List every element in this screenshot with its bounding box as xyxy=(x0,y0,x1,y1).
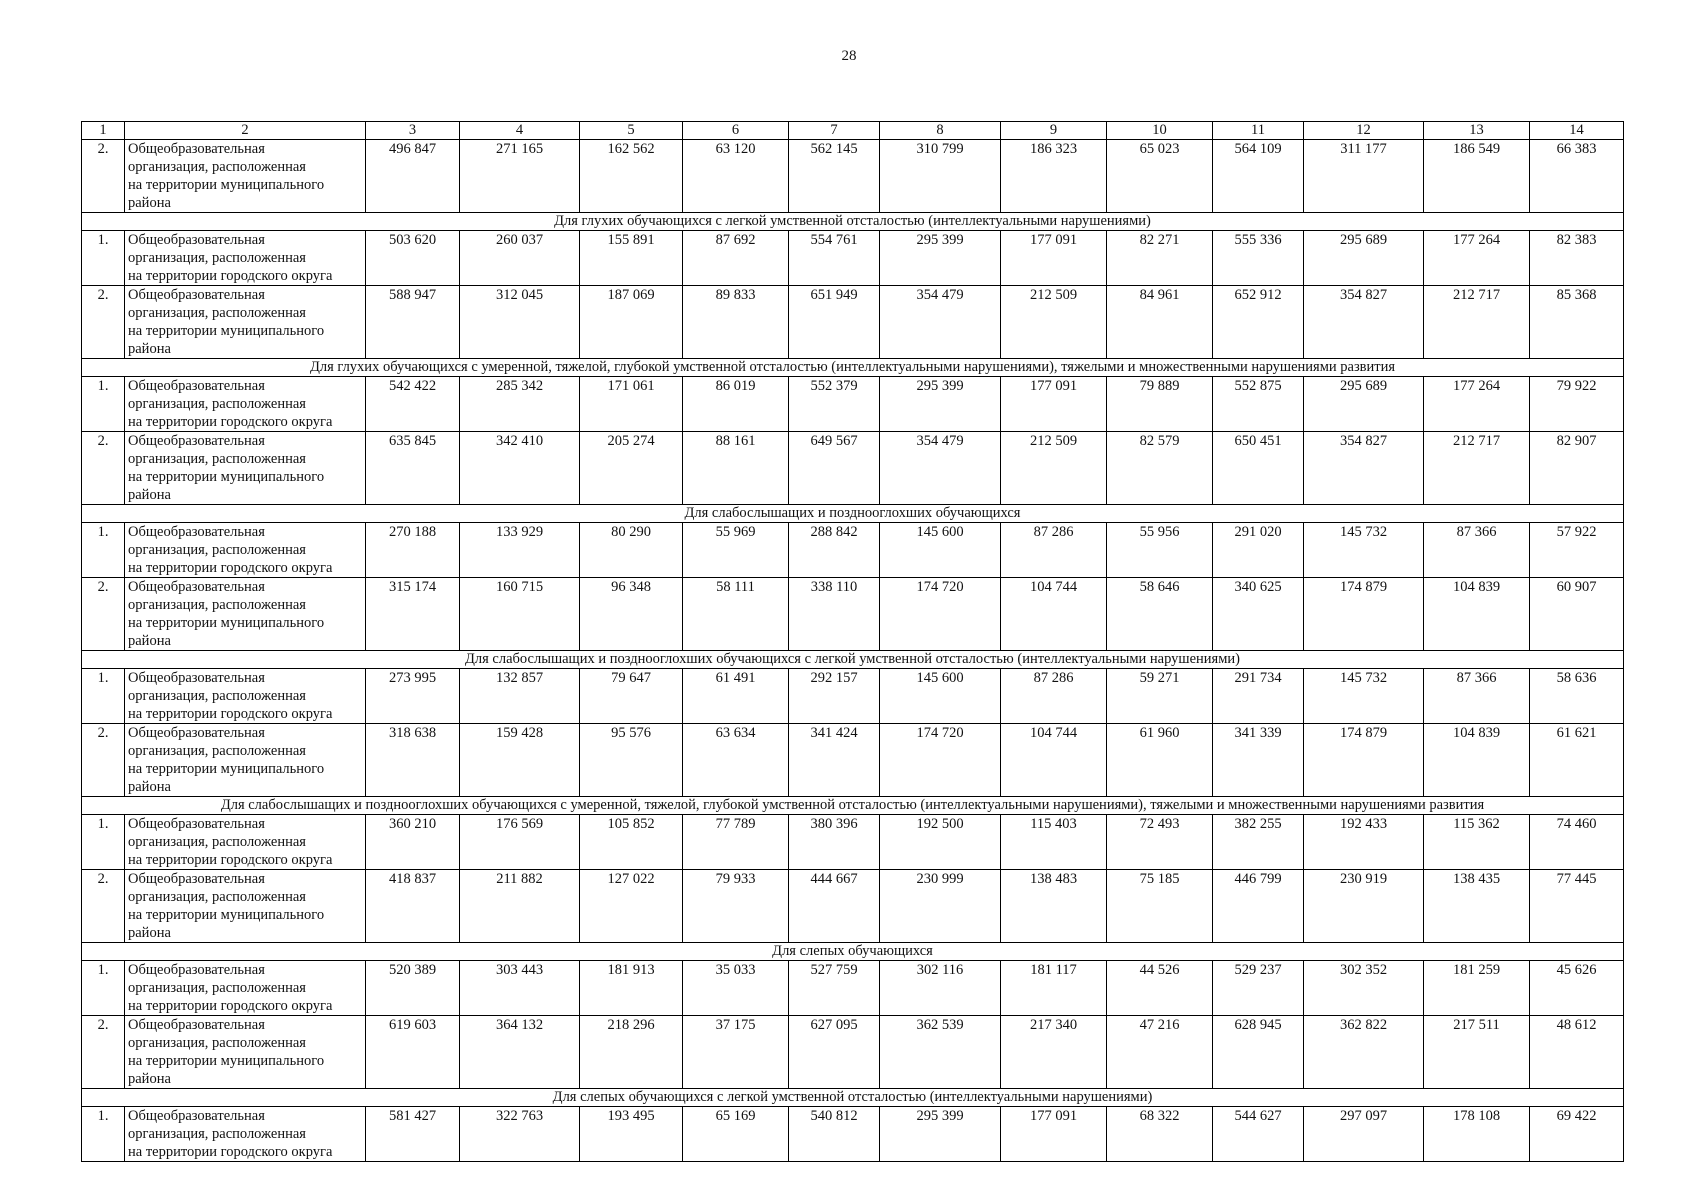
value-cell: 364 132 xyxy=(460,1016,580,1089)
row-number-cell: 1. xyxy=(82,1107,125,1162)
column-number-cell: 7 xyxy=(789,122,880,140)
value-cell: 88 161 xyxy=(683,432,789,505)
value-cell: 72 493 xyxy=(1107,815,1213,870)
org-name-line: района xyxy=(128,341,171,357)
column-number-cell: 1 xyxy=(82,122,125,140)
value-cell: 104 744 xyxy=(1001,724,1107,797)
value-cell: 212 717 xyxy=(1424,286,1530,359)
value-cell: 174 720 xyxy=(880,578,1001,651)
value-cell: 160 715 xyxy=(460,578,580,651)
table-row xyxy=(82,140,1624,213)
value-cell: 295 399 xyxy=(880,231,1001,286)
section-header-row xyxy=(82,1089,1624,1107)
cost-table xyxy=(81,121,1624,1162)
org-name-cell xyxy=(125,1016,366,1089)
org-name-line: Общеобразовательная xyxy=(128,433,265,449)
section-header-row xyxy=(82,213,1624,231)
value-cell: 74 460 xyxy=(1530,815,1624,870)
table-row xyxy=(82,1107,1624,1162)
org-name-line: организация, расположенная xyxy=(128,305,306,321)
row-number-cell: 1. xyxy=(82,523,125,578)
value-cell: 58 646 xyxy=(1107,578,1213,651)
value-cell: 382 255 xyxy=(1213,815,1304,870)
org-name-line: района xyxy=(128,633,171,649)
value-cell: 104 839 xyxy=(1424,724,1530,797)
table-row xyxy=(82,523,1624,578)
value-cell: 310 799 xyxy=(880,140,1001,213)
value-cell: 354 479 xyxy=(880,432,1001,505)
column-number-cell: 6 xyxy=(683,122,789,140)
value-cell: 65 023 xyxy=(1107,140,1213,213)
org-name-line: организация, расположенная xyxy=(128,396,306,412)
value-cell: 95 576 xyxy=(580,724,683,797)
org-name-cell xyxy=(125,377,366,432)
value-cell: 79 922 xyxy=(1530,377,1624,432)
column-number-cell: 4 xyxy=(460,122,580,140)
row-number-cell: 2. xyxy=(82,870,125,943)
column-number-cell: 5 xyxy=(580,122,683,140)
value-cell: 82 579 xyxy=(1107,432,1213,505)
value-cell: 48 612 xyxy=(1530,1016,1624,1089)
row-number-cell: 1. xyxy=(82,377,125,432)
value-cell: 66 383 xyxy=(1530,140,1624,213)
org-name-line: Общеобразовательная xyxy=(128,141,265,157)
org-name-line: на территории муниципального xyxy=(128,615,325,631)
value-cell: 127 022 xyxy=(580,870,683,943)
org-name-line: организация, расположенная xyxy=(128,834,306,850)
org-name-line: организация, расположенная xyxy=(128,1126,306,1142)
value-cell: 58 636 xyxy=(1530,669,1624,724)
org-name-cell xyxy=(125,432,366,505)
value-cell: 69 422 xyxy=(1530,1107,1624,1162)
value-cell: 635 845 xyxy=(366,432,460,505)
org-name-cell xyxy=(125,523,366,578)
row-number-cell: 1. xyxy=(82,231,125,286)
value-cell: 297 097 xyxy=(1304,1107,1424,1162)
value-cell: 174 879 xyxy=(1304,578,1424,651)
value-cell: 79 889 xyxy=(1107,377,1213,432)
column-number-cell: 13 xyxy=(1424,122,1530,140)
value-cell: 138 483 xyxy=(1001,870,1107,943)
value-cell: 104 839 xyxy=(1424,578,1530,651)
org-name-line: на территории муниципального xyxy=(128,469,325,485)
value-cell: 652 912 xyxy=(1213,286,1304,359)
value-cell: 63 634 xyxy=(683,724,789,797)
org-name-line: организация, расположенная xyxy=(128,250,306,266)
org-name-line: района xyxy=(128,195,171,211)
value-cell: 520 389 xyxy=(366,961,460,1016)
org-name-cell xyxy=(125,140,366,213)
value-cell: 544 627 xyxy=(1213,1107,1304,1162)
table-row xyxy=(82,286,1624,359)
org-name-cell xyxy=(125,1107,366,1162)
value-cell: 57 922 xyxy=(1530,523,1624,578)
table-body xyxy=(82,122,1624,1162)
org-name-line: района xyxy=(128,779,171,795)
value-cell: 192 500 xyxy=(880,815,1001,870)
value-cell: 77 445 xyxy=(1530,870,1624,943)
table-row xyxy=(82,724,1624,797)
value-cell: 65 169 xyxy=(683,1107,789,1162)
value-cell: 177 264 xyxy=(1424,377,1530,432)
value-cell: 360 210 xyxy=(366,815,460,870)
value-cell: 318 638 xyxy=(366,724,460,797)
value-cell: 61 960 xyxy=(1107,724,1213,797)
org-name-line: организация, расположенная xyxy=(128,159,306,175)
value-cell: 177 091 xyxy=(1001,231,1107,286)
value-cell: 63 120 xyxy=(683,140,789,213)
section-header-row xyxy=(82,797,1624,815)
section-header-row xyxy=(82,651,1624,669)
value-cell: 96 348 xyxy=(580,578,683,651)
value-cell: 159 428 xyxy=(460,724,580,797)
value-cell: 212 717 xyxy=(1424,432,1530,505)
value-cell: 211 882 xyxy=(460,870,580,943)
value-cell: 270 188 xyxy=(366,523,460,578)
value-cell: 82 907 xyxy=(1530,432,1624,505)
column-number-cell: 10 xyxy=(1107,122,1213,140)
value-cell: 60 907 xyxy=(1530,578,1624,651)
value-cell: 527 759 xyxy=(789,961,880,1016)
org-name-cell xyxy=(125,578,366,651)
value-cell: 340 625 xyxy=(1213,578,1304,651)
value-cell: 295 399 xyxy=(880,377,1001,432)
value-cell: 581 427 xyxy=(366,1107,460,1162)
value-cell: 86 019 xyxy=(683,377,789,432)
value-cell: 68 322 xyxy=(1107,1107,1213,1162)
value-cell: 271 165 xyxy=(460,140,580,213)
row-number-cell: 2. xyxy=(82,724,125,797)
value-cell: 75 185 xyxy=(1107,870,1213,943)
org-name-line: Общеобразовательная xyxy=(128,232,265,248)
value-cell: 115 362 xyxy=(1424,815,1530,870)
row-number-cell: 1. xyxy=(82,815,125,870)
org-name-line: организация, расположенная xyxy=(128,542,306,558)
value-cell: 446 799 xyxy=(1213,870,1304,943)
value-cell: 496 847 xyxy=(366,140,460,213)
value-cell: 217 511 xyxy=(1424,1016,1530,1089)
row-number-cell: 1. xyxy=(82,669,125,724)
org-name-line: Общеобразовательная xyxy=(128,524,265,540)
value-cell: 45 626 xyxy=(1530,961,1624,1016)
value-cell: 649 567 xyxy=(789,432,880,505)
value-cell: 79 933 xyxy=(683,870,789,943)
value-cell: 554 761 xyxy=(789,231,880,286)
column-number-cell: 8 xyxy=(880,122,1001,140)
org-name-line: района xyxy=(128,487,171,503)
table-row xyxy=(82,432,1624,505)
value-cell: 322 763 xyxy=(460,1107,580,1162)
value-cell: 564 109 xyxy=(1213,140,1304,213)
value-cell: 35 033 xyxy=(683,961,789,1016)
table-row xyxy=(82,870,1624,943)
value-cell: 619 603 xyxy=(366,1016,460,1089)
value-cell: 291 020 xyxy=(1213,523,1304,578)
value-cell: 354 827 xyxy=(1304,286,1424,359)
section-title: Для слабослышащих и позднооглохших обучающихся с умеренной, тяжелой, глубокой умственной отсталостью (интеллектуальными нарушениями), тяжелыми и множественными нарушениями развития xyxy=(82,797,1624,815)
org-name-cell xyxy=(125,961,366,1016)
row-number-cell: 2. xyxy=(82,432,125,505)
org-name-line: района xyxy=(128,1071,171,1087)
value-cell: 218 296 xyxy=(580,1016,683,1089)
org-name-line: Общеобразовательная xyxy=(128,378,265,394)
value-cell: 362 822 xyxy=(1304,1016,1424,1089)
org-name-cell xyxy=(125,724,366,797)
value-cell: 181 913 xyxy=(580,961,683,1016)
table-row xyxy=(82,815,1624,870)
value-cell: 77 789 xyxy=(683,815,789,870)
value-cell: 260 037 xyxy=(460,231,580,286)
org-name-line: на территории муниципального xyxy=(128,1053,325,1069)
org-name-cell xyxy=(125,870,366,943)
org-name-line: Общеобразовательная xyxy=(128,670,265,686)
value-cell: 115 403 xyxy=(1001,815,1107,870)
section-title: Для слабослышащих и позднооглохших обучающихся xyxy=(82,505,1624,523)
value-cell: 192 433 xyxy=(1304,815,1424,870)
value-cell: 315 174 xyxy=(366,578,460,651)
value-cell: 285 342 xyxy=(460,377,580,432)
value-cell: 181 259 xyxy=(1424,961,1530,1016)
section-title: Для слабослышащих и позднооглохших обучающихся с легкой умственной отсталостью (интеллектуальными нарушениями) xyxy=(82,651,1624,669)
value-cell: 230 919 xyxy=(1304,870,1424,943)
value-cell: 217 340 xyxy=(1001,1016,1107,1089)
section-header-row xyxy=(82,943,1624,961)
value-cell: 444 667 xyxy=(789,870,880,943)
table-row xyxy=(82,578,1624,651)
value-cell: 273 995 xyxy=(366,669,460,724)
value-cell: 302 116 xyxy=(880,961,1001,1016)
page-number: 28 xyxy=(841,48,857,64)
org-name-line: организация, расположенная xyxy=(128,451,306,467)
org-name-cell xyxy=(125,815,366,870)
value-cell: 341 339 xyxy=(1213,724,1304,797)
org-name-line: Общеобразовательная xyxy=(128,871,265,887)
value-cell: 295 689 xyxy=(1304,377,1424,432)
value-cell: 87 366 xyxy=(1424,669,1530,724)
org-name-line: на территории городского округа xyxy=(128,706,333,722)
value-cell: 104 744 xyxy=(1001,578,1107,651)
value-cell: 61 491 xyxy=(683,669,789,724)
value-cell: 540 812 xyxy=(789,1107,880,1162)
org-name-line: Общеобразовательная xyxy=(128,962,265,978)
value-cell: 311 177 xyxy=(1304,140,1424,213)
value-cell: 85 368 xyxy=(1530,286,1624,359)
value-cell: 177 091 xyxy=(1001,377,1107,432)
value-cell: 627 095 xyxy=(789,1016,880,1089)
section-header-row xyxy=(82,505,1624,523)
value-cell: 87 286 xyxy=(1001,669,1107,724)
value-cell: 555 336 xyxy=(1213,231,1304,286)
org-name-cell xyxy=(125,231,366,286)
value-cell: 155 891 xyxy=(580,231,683,286)
value-cell: 362 539 xyxy=(880,1016,1001,1089)
value-cell: 230 999 xyxy=(880,870,1001,943)
value-cell: 87 366 xyxy=(1424,523,1530,578)
value-cell: 145 600 xyxy=(880,669,1001,724)
value-cell: 651 949 xyxy=(789,286,880,359)
value-cell: 542 422 xyxy=(366,377,460,432)
value-cell: 588 947 xyxy=(366,286,460,359)
value-cell: 132 857 xyxy=(460,669,580,724)
value-cell: 354 479 xyxy=(880,286,1001,359)
column-number-cell: 2 xyxy=(125,122,366,140)
org-name-line: организация, расположенная xyxy=(128,597,306,613)
value-cell: 186 323 xyxy=(1001,140,1107,213)
value-cell: 79 647 xyxy=(580,669,683,724)
org-name-line: на территории городского округа xyxy=(128,998,333,1014)
value-cell: 288 842 xyxy=(789,523,880,578)
org-name-line: Общеобразовательная xyxy=(128,1017,265,1033)
org-name-line: района xyxy=(128,925,171,941)
value-cell: 138 435 xyxy=(1424,870,1530,943)
org-name-line: на территории городского округа xyxy=(128,1144,333,1160)
value-cell: 291 734 xyxy=(1213,669,1304,724)
section-title: Для глухих обучающихся с легкой умственной отсталостью (интеллектуальными нарушениями) xyxy=(82,213,1624,231)
value-cell: 89 833 xyxy=(683,286,789,359)
org-name-line: на территории муниципального xyxy=(128,177,325,193)
org-name-cell xyxy=(125,286,366,359)
value-cell: 187 069 xyxy=(580,286,683,359)
column-number-cell: 11 xyxy=(1213,122,1304,140)
value-cell: 354 827 xyxy=(1304,432,1424,505)
value-cell: 105 852 xyxy=(580,815,683,870)
value-cell: 212 509 xyxy=(1001,286,1107,359)
value-cell: 303 443 xyxy=(460,961,580,1016)
section-title: Для слепых обучающихся с легкой умственной отсталостью (интеллектуальными нарушениями) xyxy=(82,1089,1624,1107)
value-cell: 171 061 xyxy=(580,377,683,432)
table-row xyxy=(82,377,1624,432)
value-cell: 342 410 xyxy=(460,432,580,505)
row-number-cell: 2. xyxy=(82,578,125,651)
value-cell: 55 956 xyxy=(1107,523,1213,578)
value-cell: 177 264 xyxy=(1424,231,1530,286)
column-number-cell: 12 xyxy=(1304,122,1424,140)
column-number-cell: 9 xyxy=(1001,122,1107,140)
value-cell: 650 451 xyxy=(1213,432,1304,505)
org-name-line: Общеобразовательная xyxy=(128,579,265,595)
value-cell: 562 145 xyxy=(789,140,880,213)
value-cell: 295 689 xyxy=(1304,231,1424,286)
value-cell: 338 110 xyxy=(789,578,880,651)
value-cell: 186 549 xyxy=(1424,140,1530,213)
value-cell: 418 837 xyxy=(366,870,460,943)
org-name-line: Общеобразовательная xyxy=(128,1108,265,1124)
value-cell: 84 961 xyxy=(1107,286,1213,359)
value-cell: 628 945 xyxy=(1213,1016,1304,1089)
value-cell: 193 495 xyxy=(580,1107,683,1162)
value-cell: 58 111 xyxy=(683,578,789,651)
value-cell: 295 399 xyxy=(880,1107,1001,1162)
org-name-line: организация, расположенная xyxy=(128,980,306,996)
value-cell: 145 732 xyxy=(1304,669,1424,724)
value-cell: 176 569 xyxy=(460,815,580,870)
section-header-row xyxy=(82,359,1624,377)
org-name-line: Общеобразовательная xyxy=(128,816,265,832)
org-name-line: организация, расположенная xyxy=(128,889,306,905)
org-name-line: Общеобразовательная xyxy=(128,725,265,741)
value-cell: 145 732 xyxy=(1304,523,1424,578)
value-cell: 177 091 xyxy=(1001,1107,1107,1162)
value-cell: 552 875 xyxy=(1213,377,1304,432)
org-name-line: на территории городского округа xyxy=(128,414,333,430)
value-cell: 529 237 xyxy=(1213,961,1304,1016)
value-cell: 174 720 xyxy=(880,724,1001,797)
org-name-line: Общеобразовательная xyxy=(128,287,265,303)
org-name-line: на территории муниципального xyxy=(128,761,325,777)
value-cell: 178 108 xyxy=(1424,1107,1530,1162)
org-name-cell xyxy=(125,669,366,724)
section-title: Для глухих обучающихся с умеренной, тяжелой, глубокой умственной отсталостью (интеллектуальными нарушениями), тяжелыми и множественными нарушениями развития xyxy=(82,359,1624,377)
value-cell: 87 286 xyxy=(1001,523,1107,578)
value-cell: 212 509 xyxy=(1001,432,1107,505)
org-name-line: организация, расположенная xyxy=(128,688,306,704)
value-cell: 552 379 xyxy=(789,377,880,432)
org-name-line: на территории муниципального xyxy=(128,323,325,339)
value-cell: 503 620 xyxy=(366,231,460,286)
row-number-cell: 2. xyxy=(82,140,125,213)
value-cell: 341 424 xyxy=(789,724,880,797)
value-cell: 181 117 xyxy=(1001,961,1107,1016)
row-number-cell: 2. xyxy=(82,286,125,359)
value-cell: 133 929 xyxy=(460,523,580,578)
org-name-line: на территории городского округа xyxy=(128,268,333,284)
value-cell: 162 562 xyxy=(580,140,683,213)
value-cell: 44 526 xyxy=(1107,961,1213,1016)
value-cell: 59 271 xyxy=(1107,669,1213,724)
column-number-cell: 14 xyxy=(1530,122,1624,140)
org-name-line: на территории городского округа xyxy=(128,852,333,868)
value-cell: 47 216 xyxy=(1107,1016,1213,1089)
row-number-cell: 1. xyxy=(82,961,125,1016)
value-cell: 82 271 xyxy=(1107,231,1213,286)
value-cell: 174 879 xyxy=(1304,724,1424,797)
value-cell: 302 352 xyxy=(1304,961,1424,1016)
value-cell: 80 290 xyxy=(580,523,683,578)
column-number-cell: 3 xyxy=(366,122,460,140)
value-cell: 61 621 xyxy=(1530,724,1624,797)
row-number-cell: 2. xyxy=(82,1016,125,1089)
table-row xyxy=(82,1016,1624,1089)
value-cell: 380 396 xyxy=(789,815,880,870)
value-cell: 37 175 xyxy=(683,1016,789,1089)
org-name-line: на территории муниципального xyxy=(128,907,325,923)
value-cell: 87 692 xyxy=(683,231,789,286)
section-title: Для слепых обучающихся xyxy=(82,943,1624,961)
value-cell: 292 157 xyxy=(789,669,880,724)
column-number-row xyxy=(82,122,1624,140)
table-row xyxy=(82,961,1624,1016)
value-cell: 55 969 xyxy=(683,523,789,578)
org-name-line: на территории городского округа xyxy=(128,560,333,576)
table-row xyxy=(82,669,1624,724)
org-name-line: организация, расположенная xyxy=(128,743,306,759)
value-cell: 312 045 xyxy=(460,286,580,359)
org-name-line: организация, расположенная xyxy=(128,1035,306,1051)
table-row xyxy=(82,231,1624,286)
value-cell: 205 274 xyxy=(580,432,683,505)
value-cell: 145 600 xyxy=(880,523,1001,578)
value-cell: 82 383 xyxy=(1530,231,1624,286)
